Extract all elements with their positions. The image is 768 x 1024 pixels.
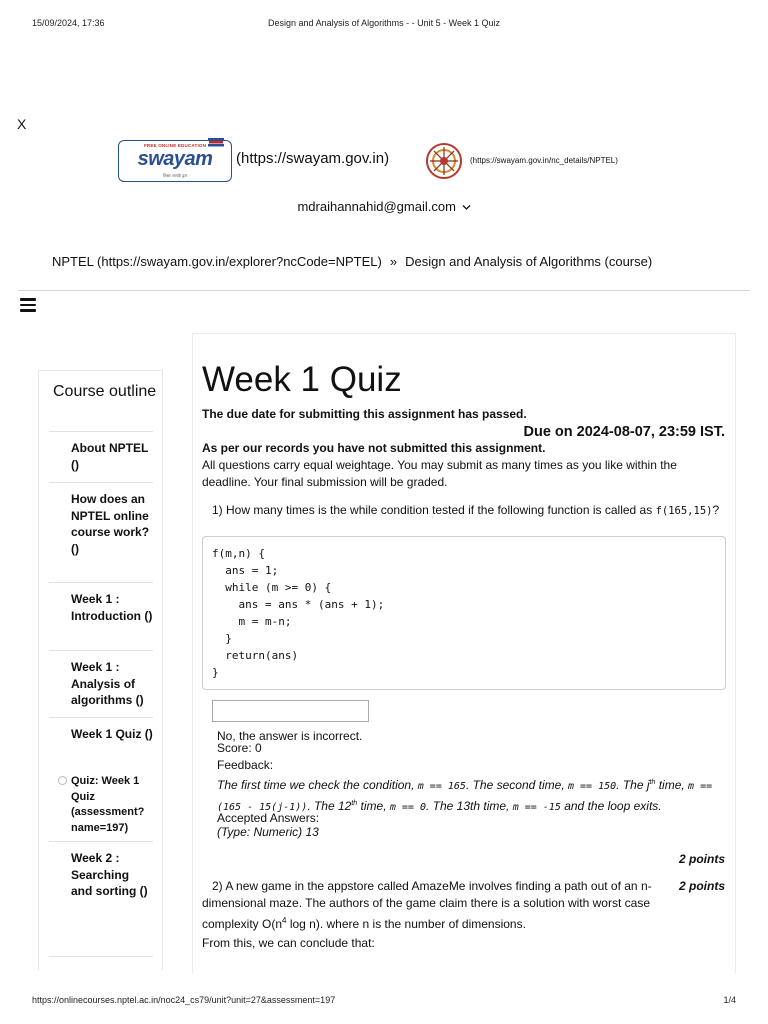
close-button[interactable]: X	[17, 116, 27, 132]
circle-icon	[58, 776, 67, 785]
assignment-note: All questions carry equal weightage. You may submit as many times as you like within the deadline. Your final submission will be graded.	[202, 458, 677, 489]
question-1-call-suffix: ?	[712, 503, 720, 517]
print-header	[0, 18, 768, 32]
sidebar-item-week1-quiz[interactable]: Week 1 Quiz ()	[49, 717, 153, 769]
due-date: Due on 2024-08-07, 23:59 IST.	[523, 424, 725, 440]
swayam-logo[interactable]	[118, 140, 232, 182]
page-title: Week 1 Quiz	[202, 360, 402, 399]
sidebar-divider	[49, 956, 153, 957]
menu-icon[interactable]	[20, 298, 36, 312]
print-timestamp: 15/09/2024, 17:36	[32, 18, 105, 28]
accepted-answer: (Type: Numeric) 13	[217, 825, 319, 839]
print-footer	[0, 995, 768, 1009]
question-2-prompt-a: A new game in the appstore called AmazeMe involves finding a path out of an n-dimensional maze. The authors of the game claim there is a solution with worst case complexity O(n	[202, 879, 652, 931]
question-2-conclude: From this, we can conclude that:	[202, 936, 375, 950]
sidebar-subitem-quiz-week1[interactable]	[49, 774, 153, 836]
question-2-points: 2 points	[678, 879, 725, 893]
question-1-code: f(m,n) { ans = 1; while (m >= 0) { ans = ans * (ans + 1); m = m-n; } return(ans) }	[212, 547, 385, 679]
question-1-feedback: The first time we check the condition, m == 165. The second time, m == 150. The $j^{th}$ time, m == (165 - 15(j-1)). The 12th time, m == 0. The 13th time, m == -15 and the loop exits.	[217, 778, 713, 813]
sidebar-item-week1-introduction[interactable]: Week 1 : Introduction ()	[49, 582, 153, 651]
breadcrumb-course[interactable]: Design and Analysis of Algorithms (course)	[405, 254, 653, 269]
print-url: https://onlinecourses.nptel.ac.in/noc24_cs79/unit?unit=27&assessment=197	[32, 995, 336, 1005]
question-2-number: 2)	[212, 879, 223, 893]
swayam-tagline-bottom: शिक्षा आपके द्वार	[162, 173, 188, 178]
question-2-exponent: 4	[282, 916, 287, 925]
question-2-prompt-b: log n). where n is the number of dimensions.	[286, 917, 526, 931]
question-1-result: No, the answer is incorrect.	[217, 729, 363, 743]
not-submitted-notice: As per our records you have not submitted this assignment.	[202, 441, 546, 455]
accepted-answers-label: Accepted Answers:	[217, 811, 320, 825]
question-1-code-block	[202, 536, 726, 690]
sidebar-title: Course outline	[53, 383, 157, 400]
sidebar-item-about-nptel[interactable]: About NPTEL ()	[49, 431, 153, 483]
question-1-text	[202, 502, 722, 519]
question-1-answer-input[interactable]	[212, 700, 369, 722]
question-1-number: 1)	[212, 503, 223, 517]
sidebar-item-week2-searching[interactable]: Week 2 : Searching and sorting ()	[49, 841, 153, 957]
chevron-down-icon	[462, 204, 471, 211]
print-page-number: 1/4	[723, 995, 736, 1005]
due-passed-notice: The due date for submitting this assignment has passed.	[202, 407, 527, 421]
nptel-link[interactable]: (https://swayam.gov.in/nc_details/NPTEL)	[470, 156, 618, 165]
question-1-score: Score: 0	[217, 741, 262, 755]
print-page-title: Design and Analysis of Algorithms - - Unit 5 - Week 1 Quiz	[268, 18, 500, 28]
header-divider	[18, 290, 750, 291]
swayam-tagline-top: FREE ONLINE EDUCATION	[143, 143, 207, 148]
swayam-link[interactable]: (https://swayam.gov.in)	[236, 150, 390, 167]
question-2-text	[202, 878, 662, 933]
question-1-prompt: How many times is the while condition tested if the following function is called as	[226, 503, 653, 517]
breadcrumb	[52, 254, 652, 269]
question-1-points: 2 points	[678, 852, 725, 866]
sidebar-item-week1-analysis[interactable]: Week 1 : Analysis of algorithms ()	[49, 650, 153, 718]
user-email: mdraihannahid@gmail.com	[297, 199, 456, 214]
question-1-call: f(165,15)	[655, 505, 713, 517]
sidebar-subitem-label: Quiz: Week 1 Quiz (assessment?name=197)	[71, 775, 145, 834]
course-outline-sidebar	[38, 370, 163, 970]
feedback-label: Feedback:	[217, 758, 274, 772]
user-menu[interactable]	[0, 199, 768, 214]
sidebar-item-how-course-works[interactable]: How does an NPTEL online course work? ()	[49, 482, 153, 583]
breadcrumb-nptel[interactable]: NPTEL (https://swayam.gov.in/explorer?ncCode=NPTEL)	[52, 254, 382, 269]
header-logos	[118, 138, 678, 184]
swayam-wordmark: swayam	[137, 148, 213, 170]
breadcrumb-separator: »	[389, 254, 398, 269]
nptel-logo-icon[interactable]	[424, 142, 464, 180]
